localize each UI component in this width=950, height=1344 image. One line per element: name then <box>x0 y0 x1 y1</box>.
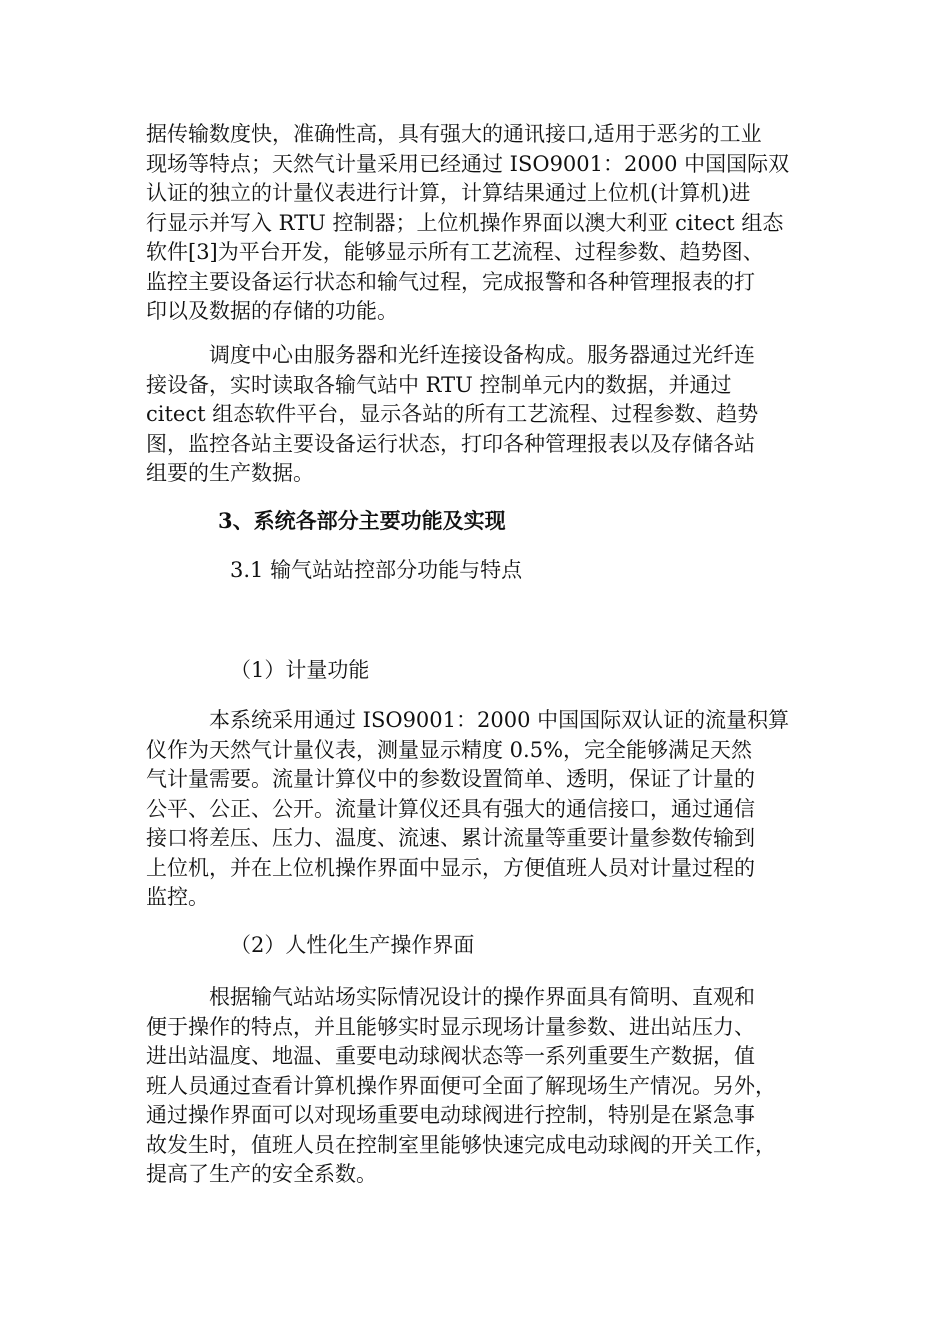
text-line: 行显示并写入 RTU 控制器；上位机操作界面以澳大利亚 citect 组态 <box>146 210 784 235</box>
text-line: citect 组态软件平台，显示各站的所有工艺流程、过程参数、趋势 <box>146 402 759 426</box>
text-line: 上位机，并在上位机操作界面中显示，方便值班人员对计量过程的 <box>146 855 755 880</box>
text-line: 调度中心由服务器和光纤连接设备构成。服务器通过光纤连 <box>146 343 755 367</box>
text-line: 软件[3]为平台开发，能够显示所有工艺流程、过程参数、趋势图、 <box>146 240 764 264</box>
paragraph-metering <box>146 706 806 913</box>
text-line: 气计量需要。流量计算仪中的参数设置简单、透明，保证了计量的 <box>146 767 755 791</box>
text-line: 提高了生产的安全系数。 <box>146 1162 377 1186</box>
text-line: 据传输数度快，准确性高，具有强大的通讯接口,适用于恶劣的工业 <box>146 122 762 146</box>
text-line: 图，监控各站主要设备运行状态，打印各种管理报表以及存储各站 <box>146 431 755 456</box>
text-line: 进出站温度、地温、重要电动球阀状态等一系列重要生产数据，值 <box>146 1044 755 1068</box>
text-line: 根据输气站站场实际情况设计的操作界面具有简明、直观和 <box>146 985 755 1009</box>
text-line: 班人员通过查看计算机操作界面便可全面了解现场生产情况。另外， <box>146 1073 776 1098</box>
item-heading-2: （2）人性化生产操作界面 <box>230 933 475 957</box>
text-line: 监控。 <box>146 885 209 909</box>
paragraph-operator-interface <box>146 983 806 1190</box>
text-line: 现场等特点；天然气计量采用已经通过 ISO9001：2000 中国国际双 <box>146 151 790 176</box>
text-line: 接设备，实时读取各输气站中 RTU 控制单元内的数据，并通过 <box>146 372 732 397</box>
subsection-heading-3-1: 3.1 输气站站控部分功能与特点 <box>230 558 523 582</box>
text-line: 本系统采用通过 ISO9001：2000 中国国际双认证的流量积算 <box>146 708 790 732</box>
text-line: 公平、公正、公开。流量计算仪还具有强大的通信接口，通过通信 <box>146 796 755 821</box>
text-line: 故发生时，值班人员在控制室里能够快速完成电动球阀的开关工作， <box>146 1132 776 1157</box>
paragraph-rtu-overview <box>146 120 806 327</box>
text-line: 接口将差压、压力、温度、流速、累计流量等重要计量参数传输到 <box>146 826 755 850</box>
text-line: 监控主要设备运行状态和输气过程，完成报警和各种管理报表的打 <box>146 269 755 294</box>
text-line: 仪作为天然气计量仪表，测量显示精度 0.5%，完全能够满足天然 <box>146 737 753 762</box>
item-heading-1: （1）计量功能 <box>230 658 370 682</box>
text-line: 印以及数据的存储的功能。 <box>146 299 398 323</box>
paragraph-dispatch-center <box>146 341 806 489</box>
section-heading-3: 3、系统各部分主要功能及实现 <box>218 508 506 533</box>
text-line: 认证的独立的计量仪表进行计算，计算结果通过上位机(计算机)进 <box>146 181 751 205</box>
text-line: 便于操作的特点，并且能够实时显示现场计量参数、进出站压力、 <box>146 1014 755 1039</box>
text-line: 通过操作界面可以对现场重要电动球阀进行控制，特别是在紧急事 <box>146 1103 755 1127</box>
text-line: 组要的生产数据。 <box>146 461 314 485</box>
